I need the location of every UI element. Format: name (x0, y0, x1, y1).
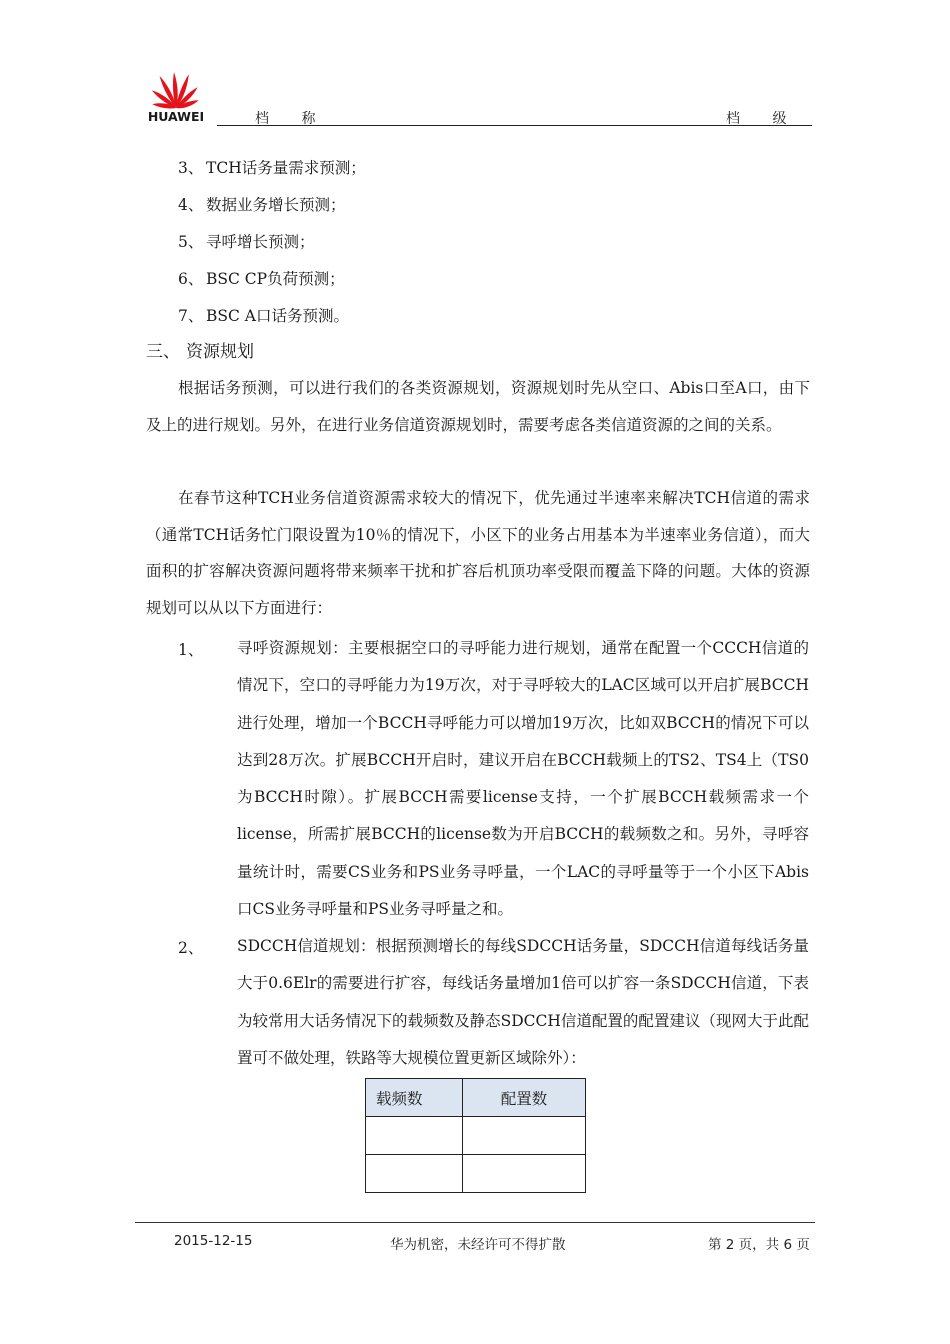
list-item (178, 304, 349, 326)
table-cell (463, 1155, 586, 1193)
list-item (178, 156, 366, 178)
subitem-number: 2、 (178, 939, 204, 957)
list-item-number: 3、 (178, 159, 204, 177)
table-row (366, 1155, 586, 1193)
doc-level-label: 档 级 (726, 111, 801, 127)
list-item-number: 6、 (178, 270, 204, 288)
sdcch-config-table (365, 1078, 586, 1193)
list-item-number: 7、 (178, 307, 204, 325)
footer-page-number: 第 2 页，共 6 页 (708, 1237, 810, 1253)
list-item-text: BSC A口话务预测。 (206, 307, 349, 325)
table-header-carriers: 载频数 (366, 1079, 463, 1117)
list-item-text: 数据业务增长预测； (206, 196, 346, 214)
list-item (178, 267, 345, 289)
subitem-number: 1、 (178, 641, 204, 659)
table-header-config: 配置数 (463, 1079, 586, 1117)
doc-name-label: 档 称 (255, 111, 330, 127)
table-cell (366, 1155, 463, 1193)
subitem-text: 寻呼资源规划：主要根据空口的寻呼能力进行规划，通常在配置一个CCCH信道的情况下，空口的寻呼能力为19万次，对于寻呼较大的LAC区域可以开启扩展BCCH进行处理，增加一个BCCH寻呼能力可以增加19万次，比如双BCCH的情况下可以达到28万次。扩展BCCH开启时，建议开启在BCCH载频上的TS2、TS4上（TS0为BCCH时隙）。扩展BCCH需要license支持，一个扩展BCCH载频需求一个license，所需扩展BCCH的license数为开启BCCH的载频数之和。另外，寻呼容量统计时，需要CS业务和PS业务寻呼量，一个LAC的寻呼量等于一个小区下Abis口CS业务寻呼量和PS业务寻呼量之和。 (237, 639, 809, 919)
table-cell (463, 1117, 586, 1155)
subitem-text: SDCCH信道规划：根据预测增长的每线SDCCH话务量，SDCCH信道每线话务量大于0.6Elr的需要进行扩容，每线话务量增加1倍可以扩容一条SDCCH信道，下表为较常用大话务情况下的载频数及静态SDCCH信道配置的配置建议（现网大于此配置可不做处理，铁路等大规模位置更新区域除外）： (237, 937, 809, 1067)
section-number: 三、 (146, 342, 180, 362)
list-item-text: TCH话务量需求预测； (206, 159, 366, 177)
list-item (178, 193, 346, 215)
list-item-number: 4、 (178, 196, 204, 214)
section-heading (146, 337, 254, 362)
paragraph: 在春节这种TCH业务信道资源需求较大的情况下，优先通过半速率来解决TCH信道的需求（通常TCH话务忙门限设置为10％的情况下，小区下的业务占用基本为半速率业务信道），而大面积的扩容解决资源问题将带来频率干扰和扩容后机顶功率受限而覆盖下降的问题。大体的资源规划可以从以下方面进行： (146, 489, 810, 617)
list-item-text: BSC CP负荷预测； (206, 270, 345, 288)
list-item-text: 寻呼增长预测； (206, 233, 315, 251)
logo-wordmark: HUAWEI (147, 109, 205, 124)
footer-date: 2015-12-15 (174, 1233, 253, 1249)
footer-confidential: 华为机密，未经许可不得扩散 (390, 1237, 566, 1253)
header-divider (217, 125, 812, 126)
list-item (178, 230, 315, 252)
section-title: 资源规划 (186, 342, 254, 362)
table-header-row (366, 1079, 586, 1117)
table-cell (366, 1117, 463, 1155)
paragraph: 根据话务预测，可以进行我们的各类资源规划，资源规划时先从空口、Abis口至A口，由下及上的进行规划。另外，在进行业务信道资源规划时，需要考虑各类信道资源的之间的关系。 (146, 379, 810, 434)
table-row (366, 1117, 586, 1155)
footer-divider (135, 1222, 815, 1223)
list-item-number: 5、 (178, 233, 204, 251)
